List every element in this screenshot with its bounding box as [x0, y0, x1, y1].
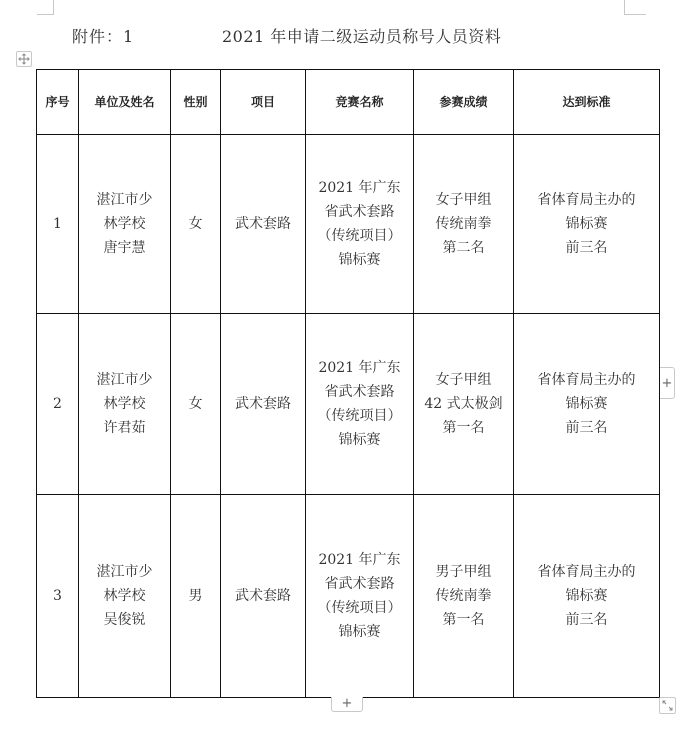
- standard-line: 省体育局主办的: [537, 564, 636, 580]
- plus-icon: +: [341, 696, 353, 711]
- standard-line: 省体育局主办的: [537, 372, 636, 388]
- cell-event[interactable]: 武术套路: [221, 135, 306, 314]
- table-row: [37, 135, 660, 314]
- unit-line: 湛江市少: [96, 372, 153, 388]
- header-gender: 性别: [171, 70, 221, 135]
- standard-line: 锦标赛: [565, 396, 608, 412]
- unit-line: 林学校: [103, 216, 146, 232]
- page-corner-mark-top-left: [37, 0, 54, 15]
- cell-standard[interactable]: [514, 135, 660, 314]
- result-line: 传统南拳: [435, 588, 492, 604]
- competition-line: 锦标赛: [338, 432, 381, 448]
- standard-line: 前三名: [565, 612, 608, 628]
- cell-standard[interactable]: [514, 314, 660, 495]
- header-unit-name: 单位及姓名: [79, 70, 171, 135]
- competition-line: （传统项目）: [317, 600, 402, 616]
- unit-line: 林学校: [103, 588, 146, 604]
- result-line: 传统南拳: [435, 216, 492, 232]
- add-row-button[interactable]: [331, 697, 363, 712]
- competition-line: 锦标赛: [338, 624, 381, 640]
- unit-line: 湛江市少: [96, 192, 153, 208]
- cell-result[interactable]: [414, 495, 514, 698]
- cell-seq[interactable]: 3: [37, 495, 79, 698]
- header-competition: 竞赛名称: [306, 70, 414, 135]
- cell-competition[interactable]: [306, 314, 414, 495]
- competition-line: 2021 年广东: [318, 180, 401, 196]
- cell-competition[interactable]: [306, 495, 414, 698]
- standard-line: 前三名: [565, 420, 608, 436]
- cell-unit-name[interactable]: [79, 314, 171, 495]
- competition-line: 2021 年广东: [318, 552, 401, 568]
- competition-line: （传统项目）: [317, 228, 402, 244]
- cell-seq[interactable]: 1: [37, 135, 79, 314]
- competition-line: 锦标赛: [338, 252, 381, 268]
- cell-event[interactable]: 武术套路: [221, 495, 306, 698]
- header-standard: 达到标准: [514, 70, 660, 135]
- table-resize-handle[interactable]: [659, 697, 676, 714]
- result-line: 女子甲组: [435, 192, 492, 208]
- result-line: 42 式太极剑: [424, 396, 503, 412]
- move-icon: [18, 50, 30, 69]
- cell-standard[interactable]: [514, 495, 660, 698]
- competition-line: 省武术套路: [324, 384, 395, 400]
- cell-gender[interactable]: 女: [171, 135, 221, 314]
- cell-gender[interactable]: 女: [171, 314, 221, 495]
- cell-result[interactable]: [414, 135, 514, 314]
- header-event: 项目: [221, 70, 306, 135]
- cell-unit-name[interactable]: [79, 135, 171, 314]
- page-corner-mark-top-right: [624, 0, 646, 15]
- table-header-row: [37, 70, 660, 135]
- athlete-name: 许君茹: [103, 420, 146, 436]
- header-seq: 序号: [37, 70, 79, 135]
- cell-competition[interactable]: [306, 135, 414, 314]
- result-line: 第一名: [442, 420, 485, 436]
- competition-line: （传统项目）: [317, 408, 402, 424]
- unit-line: 湛江市少: [96, 564, 153, 580]
- cell-result[interactable]: [414, 314, 514, 495]
- standard-line: 省体育局主办的: [537, 192, 636, 208]
- competition-line: 省武术套路: [324, 204, 395, 220]
- result-line: 第二名: [442, 240, 485, 256]
- result-line: 第一名: [442, 612, 485, 628]
- document-title: 2021 年申请二级运动员称号人员资料: [222, 27, 502, 46]
- table-row: [37, 495, 660, 698]
- cell-seq[interactable]: 2: [37, 314, 79, 495]
- cell-event[interactable]: 武术套路: [221, 314, 306, 495]
- unit-line: 林学校: [103, 396, 146, 412]
- standard-line: 锦标赛: [565, 588, 608, 604]
- result-line: 女子甲组: [435, 372, 492, 388]
- attachment-label: 附件：1: [72, 27, 135, 46]
- standard-line: 锦标赛: [565, 216, 608, 232]
- table-move-handle[interactable]: [16, 51, 32, 67]
- athlete-name: 唐宇慧: [103, 240, 146, 256]
- add-column-button[interactable]: [660, 367, 675, 399]
- athlete-table: [36, 69, 660, 698]
- standard-line: 前三名: [565, 240, 608, 256]
- cell-gender[interactable]: 男: [171, 495, 221, 698]
- resize-icon: [662, 696, 673, 715]
- athlete-name: 吴俊锐: [103, 612, 146, 628]
- cell-unit-name[interactable]: [79, 495, 171, 698]
- competition-line: 2021 年广东: [318, 360, 401, 376]
- plus-icon: +: [661, 375, 673, 391]
- competition-line: 省武术套路: [324, 576, 395, 592]
- table-row: [37, 314, 660, 495]
- header-result: 参赛成绩: [414, 70, 514, 135]
- result-line: 男子甲组: [435, 564, 492, 580]
